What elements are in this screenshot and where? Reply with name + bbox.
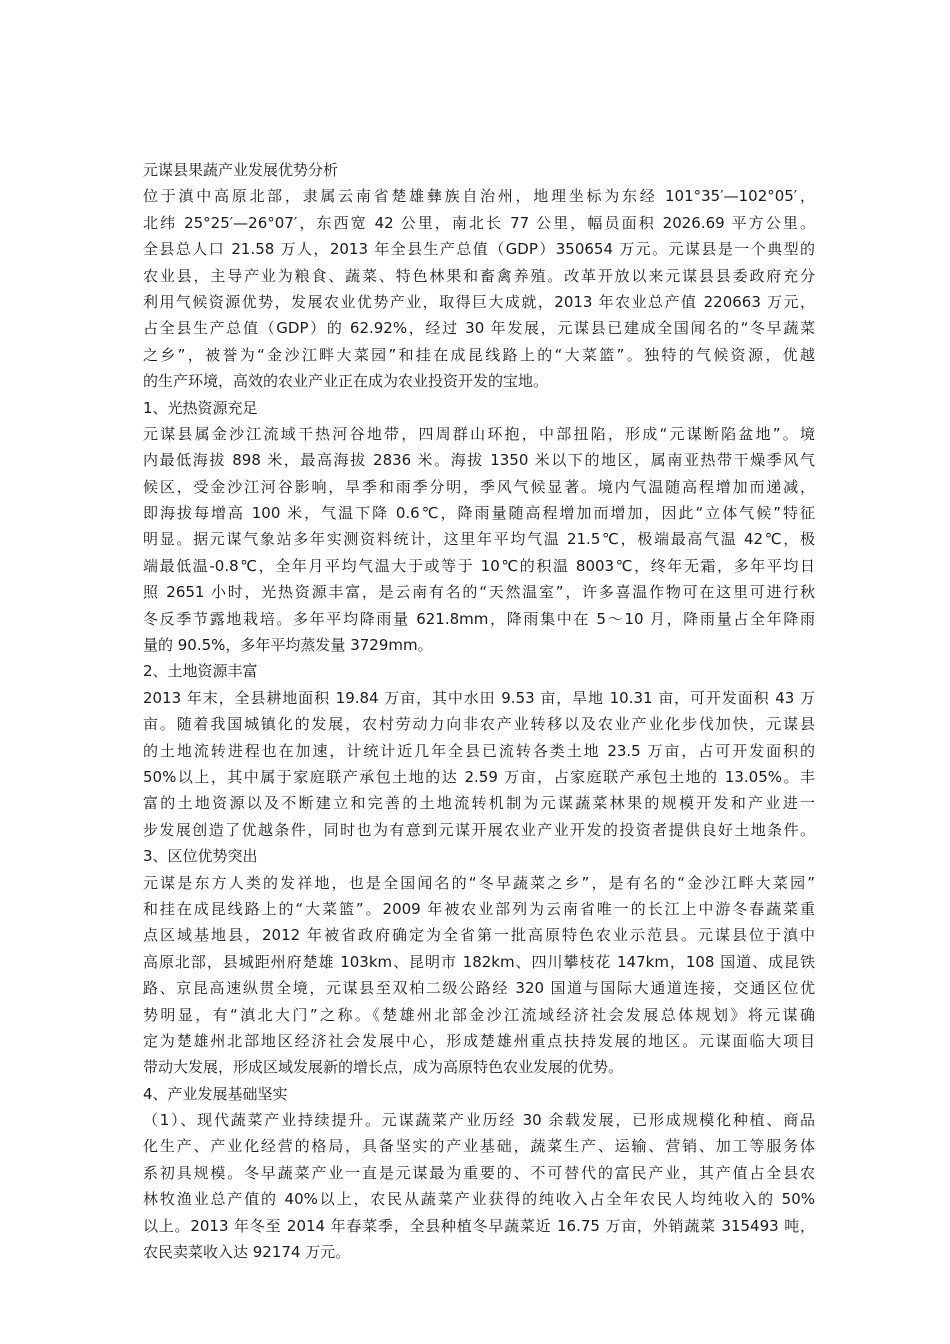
text-line: 明显。据元谋气象站多年实测资料统计，这里年平均气温 21.5℃，极端最高气温 42℃，极 bbox=[143, 530, 815, 549]
text-line: 的生产环境，高效的农业产业正在成为农业投资开发的宝地。 bbox=[143, 372, 549, 391]
text-line: 农民卖菜收入达 92174 万元。 bbox=[143, 1243, 351, 1262]
text-line: 全县总人口 21.58 万人，2013 年全县生产总值（GDP）350654 万元。元谋县是一个典型的 bbox=[143, 240, 815, 259]
text-line: 50%以上，其中属于家庭联产承包土地的达 2.59 万亩，占家庭联产承包土地的 13.05%。丰 bbox=[143, 767, 815, 786]
text-line: 以上。2013 年冬至 2014 年春菜季，全县种植冬早蔬菜近 16.75 万亩，外销蔬菜 315493 吨， bbox=[143, 1216, 815, 1235]
text-line: 元谋县属金沙江流域干热河谷地带，四周群山环抱，中部扭陷，形成“元谋断陷盆地”。境 bbox=[143, 424, 815, 443]
text-line: 端最低温-0.8℃，全年月平均气温大于或等于 10℃的积温 8003℃，终年无霜，多年平均日 bbox=[143, 556, 815, 575]
text-line: 候区，受金沙江河谷影响，旱季和雨季分明，季风气候显著。境内气温随高程增加而递减， bbox=[143, 477, 815, 496]
text-line: 元谋是东方人类的发祥地，也是全国闻名的“冬早蔬菜之乡”，是有名的“金沙江畔大菜园” bbox=[143, 873, 815, 892]
text-line: 位于滇中高原北部，隶属云南省楚雄彝族自治州，地理坐标为东经 101°35′—102°05′， bbox=[143, 187, 815, 206]
text-line: 照 2651 小时，光热资源丰富，是云南有名的“天然温室”，许多喜温作物可在这里可进行秋 bbox=[143, 583, 815, 602]
text-line: 2013 年末，全县耕地面积 19.84 万亩，其中水田 9.53 亩，旱地 10.31 亩，可开发面积 43 万 bbox=[143, 688, 815, 707]
text-line: 亩。随着我国城镇化的发展，农村劳动力向非农产业转移以及农业产业化步伐加快，元谋县 bbox=[143, 715, 815, 734]
text-line: 的土地流转进程也在加速，计统计近几年全县已流转各类土地 23.5 万亩，占可开发面积的 bbox=[143, 741, 815, 760]
text-line: 之乡”，被誉为“金沙江畔大菜园”和挂在成昆线路上的“大菜篮”。独特的气候资源，优越 bbox=[143, 345, 815, 364]
text-line: 元谋县果蔬产业发展优势分析 bbox=[143, 161, 339, 179]
text-line: 2、土地资源丰富 bbox=[143, 662, 258, 681]
text-line: 步发展创造了优越条件，同时也为有意到元谋开展农业产业开发的投资者提供良好土地条件。 bbox=[143, 820, 815, 839]
text-line: 势明显，有“滇北大门”之称。《楚雄州北部金沙江流域经济社会发展总体规划》将元谋确 bbox=[143, 1005, 815, 1024]
text-line: 1、光热资源充足 bbox=[143, 398, 258, 417]
text-line: 系初具规模。冬早蔬菜产业一直是元谋最为重要的、不可替代的富民产业，其产值占全县农 bbox=[143, 1163, 815, 1182]
text-line: 农业县，主导产业为粮食、蔬菜、特色林果和畜禽养殖。改革开放以来元谋县县委政府充分 bbox=[143, 266, 815, 285]
text-line: 利用气候资源优势，发展农业优势产业，取得巨大成就，2013 年农业总产值 220663 万元， bbox=[143, 292, 815, 311]
text-line: 北纬 25°25′—26°07′，东西宽 42 公里，南北长 77 公里，幅员面积 2026.69 平方公里。 bbox=[143, 213, 815, 232]
text-line: 4、产业发展基础坚实 bbox=[143, 1084, 288, 1103]
text-line: 富的土地资源以及不断建立和完善的土地流转机制为元谋蔬菜林果的规模开发和产业进一 bbox=[143, 794, 815, 813]
text-line: 路、京昆高速纵贯全境，元谋县至双柏二级公路经 320 国道与国际大通道连接，交通区位优 bbox=[143, 979, 815, 998]
text-line: 量的 90.5%，多年平均蒸发量 3729mm。 bbox=[143, 636, 433, 655]
text-line: 定为楚雄州北部地区经济社会发展中心，形成楚雄州重点扶持发展的地区。元谋面临大项目 bbox=[143, 1031, 815, 1050]
document-body bbox=[143, 157, 815, 1265]
text-line: 和挂在成昆线路上的“大菜篮”。2009 年被农业部列为云南省唯一的长江上中游冬春蔬菜重 bbox=[143, 899, 815, 918]
text-line: 3、区位优势突出 bbox=[143, 847, 258, 866]
text-line: 占全县生产总值（GDP）的 62.92%，经过 30 年发展，元谋县已建成全国闻名的“冬早蔬菜 bbox=[143, 319, 815, 338]
text-line: 即海拔每增高 100 米，气温下降 0.6℃，降雨量随高程增加而增加，因此“立体气候”特征 bbox=[143, 504, 815, 523]
text-line: 化生产、产业化经营的格局，具备坚实的产业基础，蔬菜生产、运输、营销、加工等服务体 bbox=[143, 1137, 815, 1156]
text-line: （1）、现代蔬菜产业持续提升。元谋蔬菜产业历经 30 余载发展，已形成规模化种植、商品 bbox=[143, 1111, 815, 1130]
text-line: 内最低海拔 898 米，最高海拔 2836 米。海拔 1350 米以下的地区，属南亚热带干燥季风气 bbox=[143, 451, 815, 470]
text-line: 带动大发展，形成区域发展新的增长点，成为高原特色农业发展的优势。 bbox=[143, 1058, 624, 1077]
text-line: 林牧渔业总产值的 40%以上，农民从蔬菜产业获得的纯收入占全年农民人均纯收入的 50% bbox=[143, 1190, 815, 1209]
text-line: 冬反季节露地栽培。多年平均降雨量 621.8mm，降雨集中在 5～10 月，降雨量占全年降雨 bbox=[143, 609, 815, 628]
text-line: 点区域基地县，2012 年被省政府确定为全省第一批高原特色农业示范县。元谋县位于滇中 bbox=[143, 926, 815, 945]
text-line: 高原北部，县城距州府楚雄 103km、昆明市 182km、四川攀枝花 147km，108 国道、成昆铁 bbox=[143, 952, 815, 971]
